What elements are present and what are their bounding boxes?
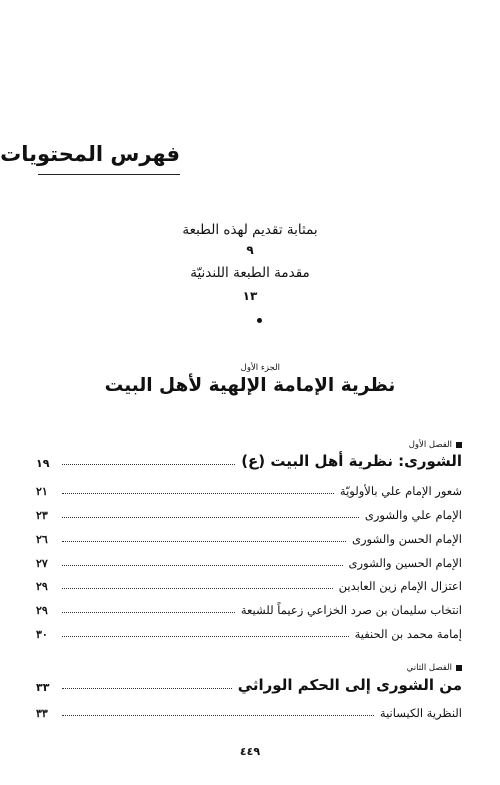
toc-page-number: ٢٣ (36, 509, 48, 522)
toc-entry-title: إمامة محمد بن الحنفية (354, 627, 462, 641)
dot-leader (62, 517, 359, 518)
toc-heading-title: الشورى: نظرية أهل البيت (ع) (241, 452, 462, 470)
chapter-label-text: الفصل الأول (408, 440, 452, 450)
toc-entry[interactable] (36, 579, 462, 593)
toc-entry-title: النظرية الكيسانية (379, 706, 462, 720)
toc-chapter-heading[interactable] (36, 676, 462, 694)
dot-leader (62, 493, 334, 494)
intro-entry-title: مقدمة الطبعة اللندنيّة (190, 265, 310, 281)
page-title: فهرس المحتويات (0, 142, 180, 166)
dot-leader (62, 612, 235, 613)
toc-page-number: ٢٧ (36, 557, 48, 570)
toc-entry[interactable] (36, 603, 462, 617)
toc-chapter-heading[interactable] (36, 452, 462, 470)
toc-entry-title: الإمام الحسين والشورى (348, 556, 462, 570)
separator-dot (257, 318, 262, 323)
dot-leader (62, 588, 333, 589)
square-bullet-icon (456, 442, 462, 448)
toc-page-number: ٣٠ (36, 628, 48, 641)
toc-entry[interactable] (36, 508, 462, 522)
toc-page-number: ٢١ (36, 485, 48, 498)
toc-entry[interactable] (36, 484, 462, 498)
toc-entry[interactable] (36, 532, 462, 546)
dot-leader (62, 541, 346, 542)
toc-page-number: ١٩ (36, 457, 50, 470)
footer-page-number: ٤٤٩ (239, 745, 261, 758)
intro-entry-title: بمثابة تقديم لهذه الطبعة (182, 222, 318, 238)
toc-entry-title: الإمام الحسن والشورى (352, 532, 462, 546)
dot-leader (62, 464, 235, 465)
toc-page-number: ٢٦ (36, 533, 48, 546)
toc-entry[interactable] (36, 706, 462, 720)
toc-page-number: ٢٩ (36, 604, 48, 617)
toc-entry-title: شعور الإمام علي بالأولويّة (339, 484, 462, 498)
dot-leader (62, 636, 349, 637)
chapter-label (409, 440, 462, 450)
toc-heading-title: من الشورى إلى الحكم الوراثي (237, 676, 462, 694)
toc-entry-title: الإمام علي والشورى (364, 508, 462, 522)
square-bullet-icon (456, 665, 462, 671)
intro-entry-page: ٩ (246, 243, 254, 257)
dot-leader (62, 715, 374, 716)
part-title: نظرية الإمامة الإلهية لأهل البيت (104, 375, 396, 396)
dot-leader (62, 688, 232, 689)
toc-entry-title: انتخاب سليمان بن صرد الخزاعي زعيماً للشيعة (240, 603, 462, 617)
dot-leader (62, 565, 343, 566)
title-underline (38, 174, 180, 175)
toc-page-number: ٣٣ (36, 681, 50, 694)
toc-entry[interactable] (36, 627, 462, 641)
toc-entry-title: اعتزال الإمام زين العابدين (338, 579, 462, 593)
chapter-label (407, 663, 462, 673)
toc-page-number: ٣٣ (36, 707, 48, 720)
intro-entry-page: ١٣ (242, 289, 258, 303)
toc-page-number: ٢٩ (36, 580, 48, 593)
toc-entry[interactable] (36, 556, 462, 570)
part-label: الجزء الأول (240, 363, 280, 373)
chapter-label-text: الفصل الثاني (406, 663, 452, 673)
